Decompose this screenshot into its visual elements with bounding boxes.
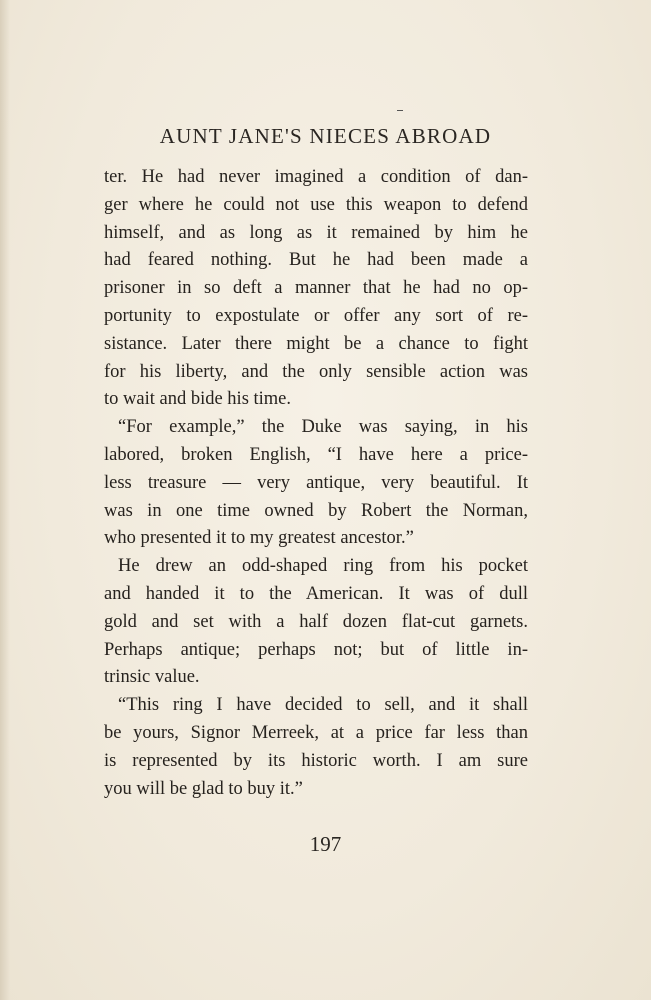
- text-line: ter. He had never imagined a condition of dan-: [104, 167, 528, 187]
- text-line: ger where he could not use this weapon to defend: [104, 194, 528, 215]
- body-text: [104, 164, 528, 803]
- text-line: Perhaps antique; perhaps not; but of little in-: [104, 639, 528, 660]
- running-head: AUNT JANE'S NIECES ABROAD: [159, 124, 492, 148]
- text-line: labored, broken English, “I have here a price-: [104, 444, 528, 465]
- text-line: trinsic value.: [104, 667, 200, 688]
- text-line: He drew an odd-shaped ring from his pocket: [118, 556, 528, 577]
- text-line: for his liberty, and the only sensible action was: [104, 361, 528, 382]
- text-line: who presented it to my greatest ancestor.”: [104, 528, 414, 549]
- text-line: had feared nothing. But he had been made a: [104, 250, 528, 271]
- text-line: prisoner in so deft a manner that he had no op-: [104, 278, 528, 299]
- text-line: was in one time owned by Robert the Norman,: [104, 500, 528, 521]
- printer-mark: [397, 110, 403, 111]
- text-line: to wait and bide his time.: [104, 389, 292, 410]
- text-line: “For example,” the Duke was saying, in his: [118, 417, 528, 438]
- text-line: sistance. Later there might be a chance to fight: [104, 333, 528, 354]
- text-line: is represented by its historic worth. I am sure: [104, 750, 528, 771]
- text-line: portunity to expostulate or offer any sort of re-: [104, 305, 528, 326]
- text-line: himself, and as long as it remained by him he: [104, 222, 528, 243]
- text-line: “This ring I have decided to sell, and it shall: [118, 695, 528, 716]
- page-number: 197: [309, 832, 342, 856]
- text-line: be yours, Signor Merreek, at a price far less than: [104, 722, 528, 743]
- text-line: less treasure — very antique, very beautiful. It: [104, 472, 528, 493]
- text-line: gold and set with a half dozen flat-cut garnets.: [104, 611, 528, 632]
- text-line: you will be glad to buy it.”: [104, 778, 303, 799]
- text-line: and handed it to the American. It was of dull: [104, 583, 528, 604]
